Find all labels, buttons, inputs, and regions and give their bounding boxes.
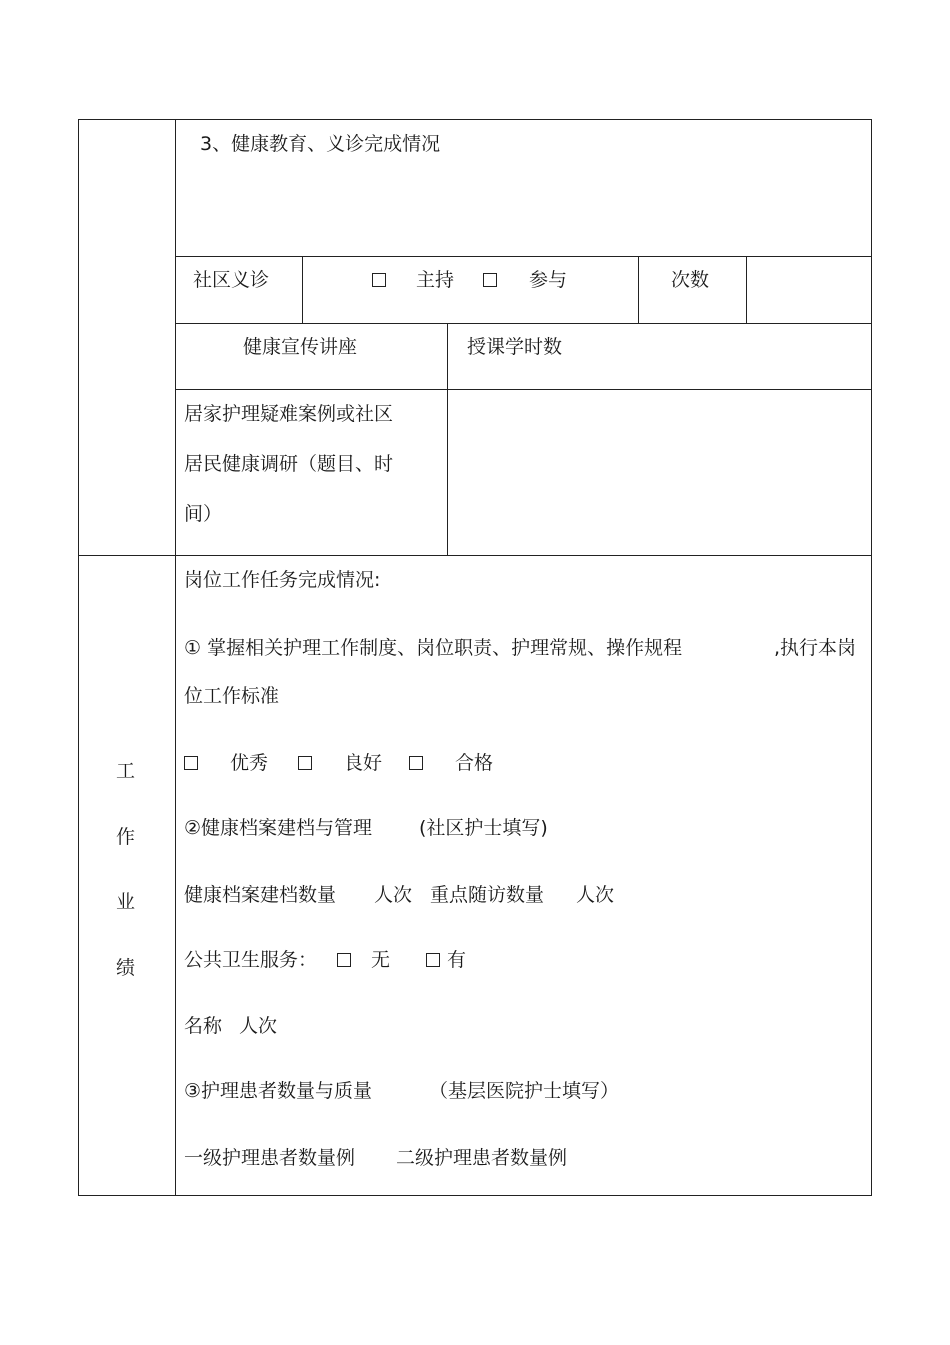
- cell-divider: [302, 256, 303, 323]
- item2-title-a: ②健康档案建档与管理: [184, 817, 373, 839]
- home-care-label-line3: 间）: [184, 503, 223, 525]
- public-health-no-option[interactable]: [337, 949, 390, 971]
- cell-divider: [638, 256, 639, 323]
- item2-title-b: (社区护士填写): [419, 817, 548, 839]
- pass-label: 合格: [455, 752, 494, 774]
- yes-checkbox[interactable]: [426, 953, 440, 967]
- side-label-char: 作: [116, 826, 136, 848]
- participate-option[interactable]: [483, 269, 567, 291]
- side-label-char: 绩: [116, 957, 136, 979]
- excellent-checkbox[interactable]: [184, 756, 198, 770]
- public-health-label: 公共卫生服务：: [184, 949, 318, 971]
- teaching-hours-label: 授课学时数: [467, 336, 563, 358]
- no-label: 无: [371, 949, 391, 971]
- person-times-label: 人次: [239, 1015, 278, 1037]
- count-label: 次数: [671, 269, 710, 291]
- no-checkbox[interactable]: [337, 953, 351, 967]
- home-care-label-line2: 居民健康调研（题目、时: [184, 453, 394, 475]
- followup-count-label: 重点随访数量: [430, 884, 545, 906]
- row-divider: [175, 323, 872, 324]
- rating-pass-option[interactable]: [409, 752, 493, 774]
- yes-label: 有: [447, 949, 467, 971]
- participate-checkbox[interactable]: [483, 273, 497, 287]
- archive-count-label: 健康档案建档数量: [184, 884, 337, 906]
- rating-excellent-option[interactable]: [184, 752, 268, 774]
- community-clinic-label: 社区义诊: [193, 269, 270, 291]
- excellent-label: 优秀: [230, 752, 269, 774]
- item3-title-b: （基层医院护士填写）: [429, 1080, 620, 1102]
- person-times-label: 人次: [374, 884, 413, 906]
- host-checkbox[interactable]: [372, 273, 386, 287]
- item1-line1-a: ① 掌握相关护理工作制度、岗位职责、护理常规、操作规程: [184, 637, 683, 659]
- participate-label: 参与: [529, 269, 568, 291]
- home-care-input[interactable]: [448, 390, 871, 555]
- count-input[interactable]: [747, 257, 871, 323]
- label-column-divider: [175, 119, 176, 1196]
- rating-good-option[interactable]: [298, 752, 382, 774]
- host-option[interactable]: [372, 269, 454, 291]
- level2-patient-count: 二级护理患者数量例: [396, 1147, 568, 1169]
- host-label: 主持: [416, 269, 455, 291]
- side-label-char: 业: [116, 891, 136, 913]
- section-heading: 3、健康教育、义诊完成情况: [200, 133, 441, 155]
- item3-title-a: ③护理患者数量与质量: [184, 1080, 373, 1102]
- level1-patient-count: 一级护理患者数量例: [184, 1147, 356, 1169]
- health-lecture-label: 健康宣传讲座: [243, 336, 358, 358]
- item1-line1-b: ,执行本岗: [774, 637, 857, 659]
- public-health-yes-option[interactable]: [426, 949, 466, 971]
- service-name-label: 名称: [184, 1015, 223, 1037]
- person-times-label: 人次: [576, 884, 615, 906]
- good-checkbox[interactable]: [298, 756, 312, 770]
- item1-line2: 位工作标准: [184, 685, 280, 707]
- pass-checkbox[interactable]: [409, 756, 423, 770]
- home-care-label-line1: 居家护理疑难案例或社区: [184, 403, 394, 425]
- section-divider: [78, 555, 872, 556]
- task-completion-title: 岗位工作任务完成情况:: [184, 569, 381, 591]
- side-label-char: 工: [116, 760, 136, 782]
- good-label: 良好: [344, 752, 383, 774]
